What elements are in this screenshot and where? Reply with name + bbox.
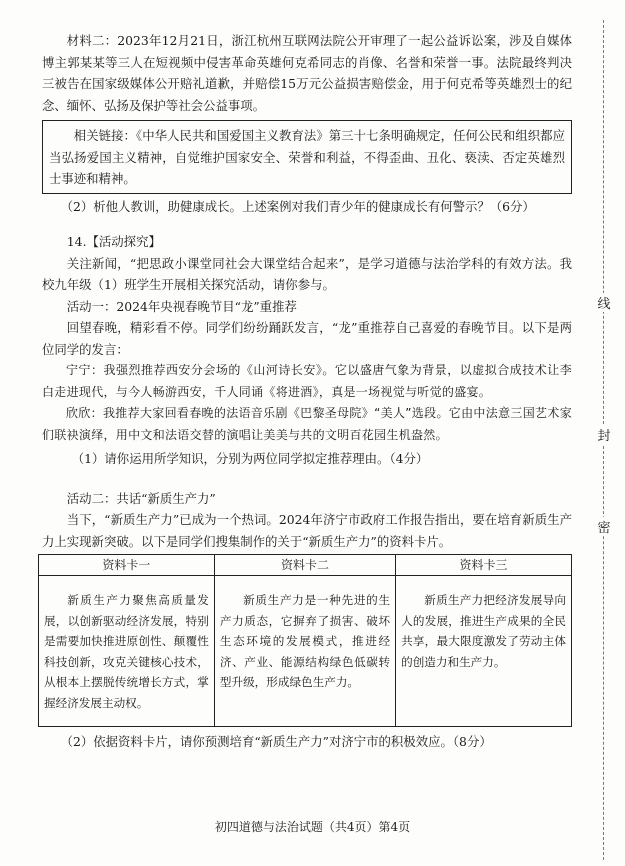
activity-one-title: 活动一：2024年央视春晚节目“龙”重推荐 — [66, 298, 297, 314]
activity-two-intro: 当下，“新质生产力”已成为一个热词。2024年济宁市政府工作报告指出，要在培育新质生产力上实现新突破。以下是同学们搜集制作的关于“新质生产力”的资料卡片。 — [42, 512, 572, 549]
activity-one-intro: 回望春晚，精彩看不停。同学们纷纷踊跃发言，“龙”重推荐自己喜爱的春晚节目。以下是两位同学的发言： — [42, 320, 572, 357]
card-one-text — [39, 576, 215, 727]
card-two-text — [214, 576, 395, 727]
card-three-title: 资料卡三 — [396, 555, 572, 576]
student-xinxin-speech: 欣欣：我推荐大家回看春晚的法语音乐剧《巴黎圣母院》“美人”选段。它由中法意三国艺术家们联袂演绎，用中文和法语交替的演唱让美美与共的文明百花园生机盎然。 — [42, 406, 572, 442]
card-two-title: 资料卡二 — [214, 555, 395, 576]
margin-char-mi: 密 — [594, 517, 614, 536]
margin-char-feng: 封 — [594, 425, 614, 444]
related-link-text: 相关链接：《中华人民共和国爱国主义教育法》第三十七条明确规定，任何公民和组织都应当弘扬爱国主义精神，自觉维护国家安全、荣誉和利益，不得歪曲、丑化、亵渎、否定英雄烈士事迹和精神。 — [49, 128, 565, 186]
page-footer: 初四道德与法治试题（共4页）第4页 — [214, 820, 411, 834]
student-ningning-speech: 宁宁：我强烈推荐西安分会场的《山河诗长安》。它以盛唐气象为背景，以虚拟合成技术让李白走进现代，与今人畅游西安，千人同诵《将进酒》，真是一场视觉与听觉的盛宴。 — [42, 363, 572, 399]
activity-two-title: 活动二：共话“新质生产力” — [66, 490, 216, 506]
question-13-2: （2）析他人教训，助健康成长。上述案例对我们青少年的健康成长有何警示？（6分） — [60, 198, 535, 214]
card-two-body: 新质生产力是一种先进的生产力质态，它摒弃了损害、破坏生态环境的发展模式，推进经济、产业、能源结构绿色低碳转型升级，形成绿色生产力。 — [219, 593, 391, 689]
card-one-body: 新质生产力聚焦高质量发展，以创新驱动经济发展，特别是需要加快推进原创性、颠覆性科技创新，攻克关键核心技术，从根本上摆脱传统增长方式，掌握经济发展主动权。 — [44, 593, 209, 710]
question-14-heading: 14.【活动探究】 — [66, 234, 161, 249]
material-two: 材料二：2023年12月21日，浙江杭州互联网法院公开审理了一起公益诉讼案，涉及自媒体博主郭某某等三人在短视频中侵害革命英雄何克希同志的肖像、名誉和荣誉一事。法院最终判决三被告在国家级媒体公开赔礼道歉，并赔偿15万元公益损害赔偿金，用于何克希等英雄烈士的纪念、缅怀、弘扬及保护等社会公益事项。 — [42, 33, 572, 113]
related-link-box — [42, 120, 572, 194]
card-three-text — [396, 576, 572, 727]
question-14-intro: 关注新闻，“把思政小课堂同社会大课堂结合起来”，是学习道德与法治学科的有效方法。我校九年级（1）班学生开展相关探究活动，请你参与。 — [42, 255, 572, 292]
page-content — [42, 30, 572, 755]
margin-char-xian: 线 — [594, 293, 614, 312]
material-cards-table — [38, 554, 572, 727]
card-one-title: 资料卡一 — [39, 555, 215, 576]
question-14-2: （2）依据资料卡片，请你预测培育“新质生产力”对济宁市的积极效应。（8分） — [60, 734, 492, 749]
question-14-1: （1）请你运用所学知识，分别为两位同学拟定推荐理由。（4分） — [71, 451, 429, 466]
card-three-body: 新质生产力把经济发展导向人的发展，推进生产成果的全民共享，最大限度激发了劳动主体的创造力和生产力。 — [401, 593, 566, 669]
binding-margin — [592, 0, 616, 866]
